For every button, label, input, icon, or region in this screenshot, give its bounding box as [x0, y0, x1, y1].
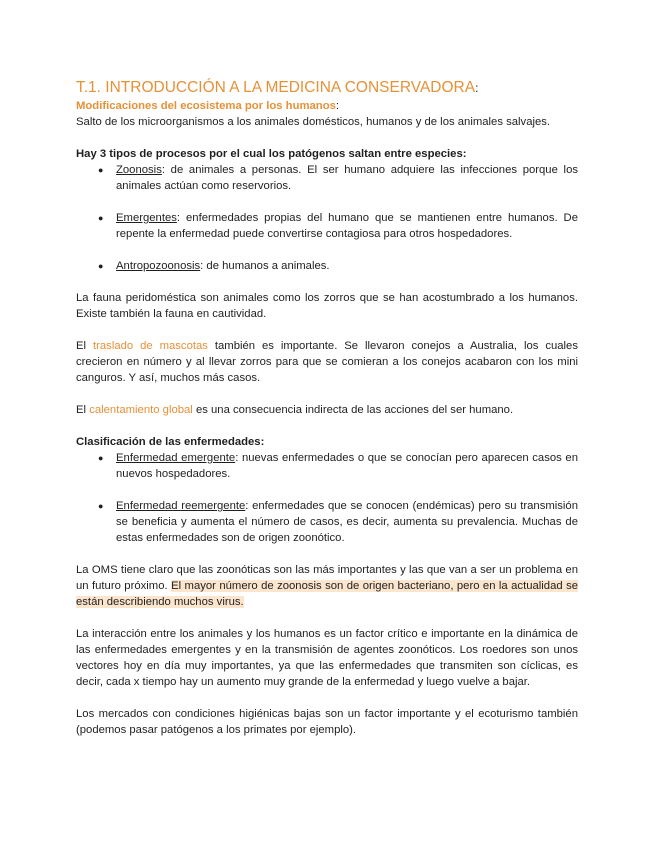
bullet-icon: ●	[98, 165, 104, 175]
classification-heading: Clasificación de las enfermedades:	[76, 436, 265, 448]
document-page	[76, 78, 578, 738]
fauna-paragraph: La fauna peridoméstica son animales como los zorros que se han acostumbrado a los humanos. Existe también la fauna en cautividad.	[76, 292, 578, 320]
bullet-icon: ●	[98, 213, 104, 223]
intro-paragraph: Salto de los microorganismos a los animales domésticos, humanos y de los animales salvajes.	[76, 116, 551, 128]
list-item: ● Enfermedad reemergente: enfermedades que se conocen (endémicas) pero su transmisión se beneficia y aumenta el número de casos, es decir, aumenta su prevalencia. Muchas de estas enfermedades son de origen zoonótico.	[98, 500, 579, 544]
list-item: ● Emergentes: enfermedades propias del humano que se mantienen entre humanos. De repente la enfermedad puede convertirse contagiosa para otros hospedadores.	[98, 212, 578, 240]
list-item: ● Enfermedad emergente: nuevas enfermedades o que se conocían pero aparecen casos en nuevos hospedadores.	[98, 452, 578, 480]
bullet-icon: ●	[98, 453, 104, 463]
oms-paragraph: La OMS tiene claro que las zoonóticas son las más importantes y las que van a ser un problema en un futuro próximo. El mayor número de zoonosis son de origen bacteriano, pero en la actualidad se están describiendo muchos virus.	[76, 564, 579, 608]
mascotas-paragraph: El traslado de mascotas también es importante. Se llevaron conejos a Australia, los cuales crecieron en número y al llevar zorros para que se comieran a los conejos acabaron con los mini canguros. Y así, muchos más casos.	[76, 340, 578, 384]
types-heading: Hay 3 tipos de procesos por el cual los patógenos saltan entre especies:	[76, 148, 467, 160]
section-subtitle: Modificaciones del ecosistema por los humanos:	[76, 100, 340, 112]
highlighted-text: El mayor número de zoonosis son de origen bacteriano, pero en la actualidad se están describiendo muchos virus.	[76, 580, 579, 608]
list-item: ● Antropozoonosis: de humanos a animales.	[98, 260, 330, 272]
list-item: ● Zoonosis: de animales a personas. El ser humano adquiere las infecciones porque los animales actúan como reservorios.	[98, 164, 578, 192]
bullet-icon: ●	[98, 501, 104, 511]
classification-list	[76, 450, 578, 546]
calentamiento-paragraph: El calentamiento global es una consecuencia indirecta de las acciones del ser humano.	[76, 404, 514, 416]
bullet-icon: ●	[98, 261, 104, 271]
types-list	[76, 162, 578, 274]
page-title: T.1. INTRODUCCIÓN A LA MEDICINA CONSERVADORA:	[76, 79, 479, 96]
interaccion-paragraph: La interacción entre los animales y los humanos es un factor crítico e importante en la dinámica de las enfermedades emergentes y en la transmisión de agentes zoonóticos. Los roedores son unos vectores hoy en día muy importantes, ya que las enfermedades que transmiten son cíclicas, es decir, cada x tiempo hay un aumento muy grande de la enfermedad y luego vuelve a bajar.	[76, 628, 578, 688]
mercados-paragraph: Los mercados con condiciones higiénicas bajas son un factor importante y el ecoturismo también (podemos pasar patógenos a los primates por ejemplo).	[76, 708, 578, 736]
